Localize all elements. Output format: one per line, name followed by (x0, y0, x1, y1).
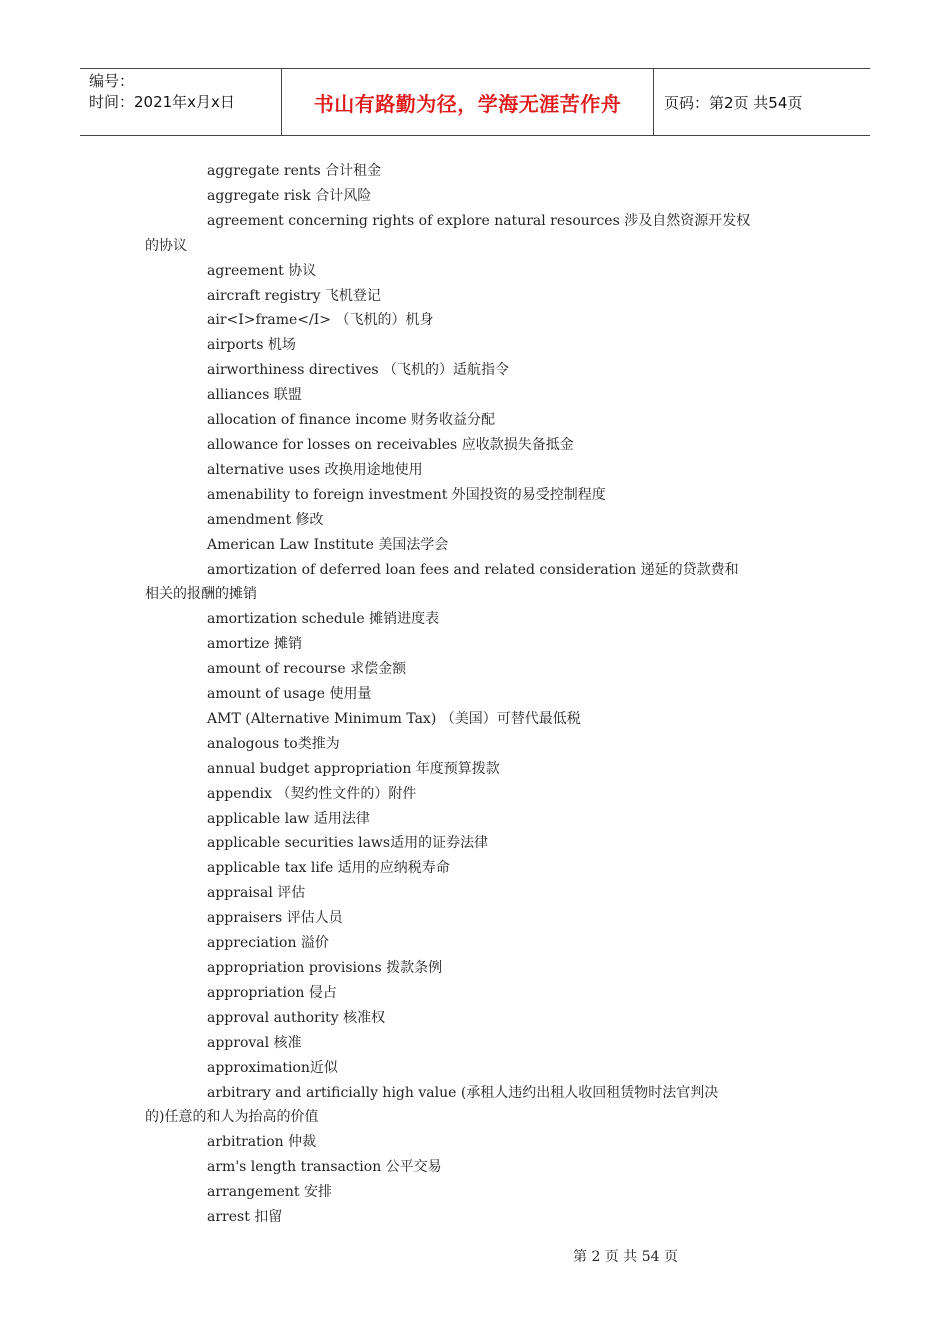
glossary-entry (0, 1130, 950, 1155)
glossary-entry-text: appreciation 溢价 (207, 935, 329, 952)
glossary-entry-text: appendix （契约性文件的）附件 (207, 785, 417, 802)
glossary-entry (0, 433, 950, 458)
glossary-entry (0, 906, 950, 931)
header-meta (80, 69, 282, 135)
glossary-entry (0, 931, 950, 956)
glossary-entry (0, 458, 950, 483)
glossary-entry (0, 632, 950, 657)
glossary-entry-text: amortization schedule 摊销进度表 (207, 611, 440, 628)
glossary-entry-text: arbitration 仲裁 (207, 1134, 317, 1151)
glossary-entry (0, 657, 950, 682)
glossary-entry (0, 259, 950, 284)
document-id-label: 编号： (89, 72, 135, 90)
glossary-entry (0, 483, 950, 508)
glossary-entry (0, 1006, 950, 1031)
glossary-entry (0, 956, 950, 981)
glossary-entry-text: appraisers 评估人员 (207, 910, 343, 927)
glossary-entry (0, 831, 950, 856)
glossary-entry (0, 333, 950, 358)
glossary-entry (0, 1056, 950, 1081)
glossary-entry-continuation: 的协议 (145, 237, 187, 254)
glossary-entry-text: agreement 协议 (207, 262, 317, 279)
glossary-entry (0, 383, 950, 408)
glossary-entry-text: approximation近似 (207, 1059, 338, 1076)
glossary-entry (0, 1081, 950, 1131)
page-header (80, 68, 870, 136)
glossary-entry (0, 757, 950, 782)
header-page-number: 页码：第2页 共54页 (664, 93, 803, 112)
glossary-entry-text: approval authority 核准权 (207, 1009, 386, 1026)
glossary-entry (0, 1205, 950, 1230)
glossary-entry (0, 558, 950, 608)
glossary-entry (0, 209, 950, 259)
glossary-entry (0, 1155, 950, 1180)
glossary-entry-text: appropriation provisions 拨款条例 (207, 960, 443, 976)
footer-page-number: 第 2 页 共 54 页 (573, 1249, 678, 1265)
glossary-entry-text: arbitrary and artificially high value (承租人违约出租人收回租赁物时法官判决 (207, 1084, 719, 1101)
glossary-entry-text: alliances 联盟 (207, 387, 302, 404)
glossary-entry-text: amenability to foreign investment 外国投资的易受控制程度 (207, 486, 606, 503)
glossary-entry-text: amortization of deferred loan fees and related consideration 递延的贷款费和 (207, 561, 739, 578)
glossary-entry (0, 533, 950, 558)
header-motto: 书山有路勤为径，学海无涯苦作舟 (282, 69, 654, 135)
glossary-entry-text: arrest 扣留 (207, 1209, 283, 1226)
glossary-entry (0, 607, 950, 632)
glossary-entry-text: applicable tax life 适用的应纳税寿命 (207, 860, 450, 877)
glossary-entry-text: aggregate risk 合计风险 (207, 187, 372, 204)
glossary-entry-text: airworthiness directives （飞机的）适航指令 (207, 362, 510, 379)
glossary-entry-text: arrangement 安排 (207, 1184, 332, 1201)
glossary-entry-text: allocation of finance income 财务收益分配 (207, 412, 496, 429)
glossary-entry-text: analogous to类推为 (207, 735, 340, 752)
glossary-entry-text: air<I>frame</I> （飞机的）机身 (207, 312, 434, 329)
glossary-entry-text: appraisal 评估 (207, 885, 306, 902)
document-time-label: 时间：2021年x月x日 (89, 93, 235, 111)
glossary-entry (0, 159, 950, 184)
glossary-entry-text: agreement concerning rights of explore natural resources 涉及自然资源开发权 (207, 212, 751, 229)
glossary-entry (0, 408, 950, 433)
glossary-entry (0, 508, 950, 533)
page-footer (0, 1246, 950, 1266)
glossary-entry-text: applicable law 适用法律 (207, 810, 370, 827)
glossary-entry-text: amortize 摊销 (207, 636, 302, 653)
glossary-entry (0, 782, 950, 807)
glossary-entry-text: appropriation 侵占 (207, 984, 337, 1001)
glossary-entry (0, 981, 950, 1006)
glossary-entry-text: applicable securities laws适用的证券法律 (207, 835, 489, 852)
glossary-entry-text: airports 机场 (207, 337, 296, 354)
glossary-entry (0, 184, 950, 209)
glossary-entry (0, 732, 950, 757)
glossary-entry-text: arm's length transaction 公平交易 (207, 1159, 442, 1176)
glossary-list (0, 159, 950, 1230)
glossary-entry-text: approval 核准 (207, 1034, 302, 1051)
glossary-entry-text: allowance for losses on receivables 应收款损失备抵金 (207, 436, 574, 453)
glossary-entry (0, 284, 950, 309)
glossary-entry (0, 358, 950, 383)
glossary-entry (0, 881, 950, 906)
glossary-entry-text: American Law Institute 美国法学会 (207, 536, 449, 553)
glossary-entry (0, 707, 950, 732)
glossary-entry (0, 308, 950, 333)
glossary-entry (0, 1031, 950, 1056)
glossary-entry-text: amendment 修改 (207, 511, 324, 528)
glossary-entry-text: aggregate rents 合计租金 (207, 163, 382, 179)
glossary-entry (0, 856, 950, 881)
glossary-entry-text: amount of recourse 求偿金额 (207, 661, 407, 678)
glossary-entry-text: AMT (Alternative Minimum Tax) （美国）可替代最低税 (207, 710, 581, 727)
glossary-entry-text: aircraft registry 飞机登记 (207, 287, 381, 304)
glossary-entry (0, 1180, 950, 1205)
glossary-entry (0, 682, 950, 707)
glossary-entry-text: annual budget appropriation 年度预算拨款 (207, 760, 500, 777)
glossary-entry-text: alternative uses 改换用途地使用 (207, 461, 423, 478)
glossary-entry-continuation: 相关的报酬的摊销 (145, 586, 257, 603)
glossary-entry-text: amount of usage 使用量 (207, 686, 372, 703)
glossary-entry (0, 807, 950, 832)
glossary-entry-continuation: 的)任意的和人为抬高的价值 (145, 1109, 319, 1126)
